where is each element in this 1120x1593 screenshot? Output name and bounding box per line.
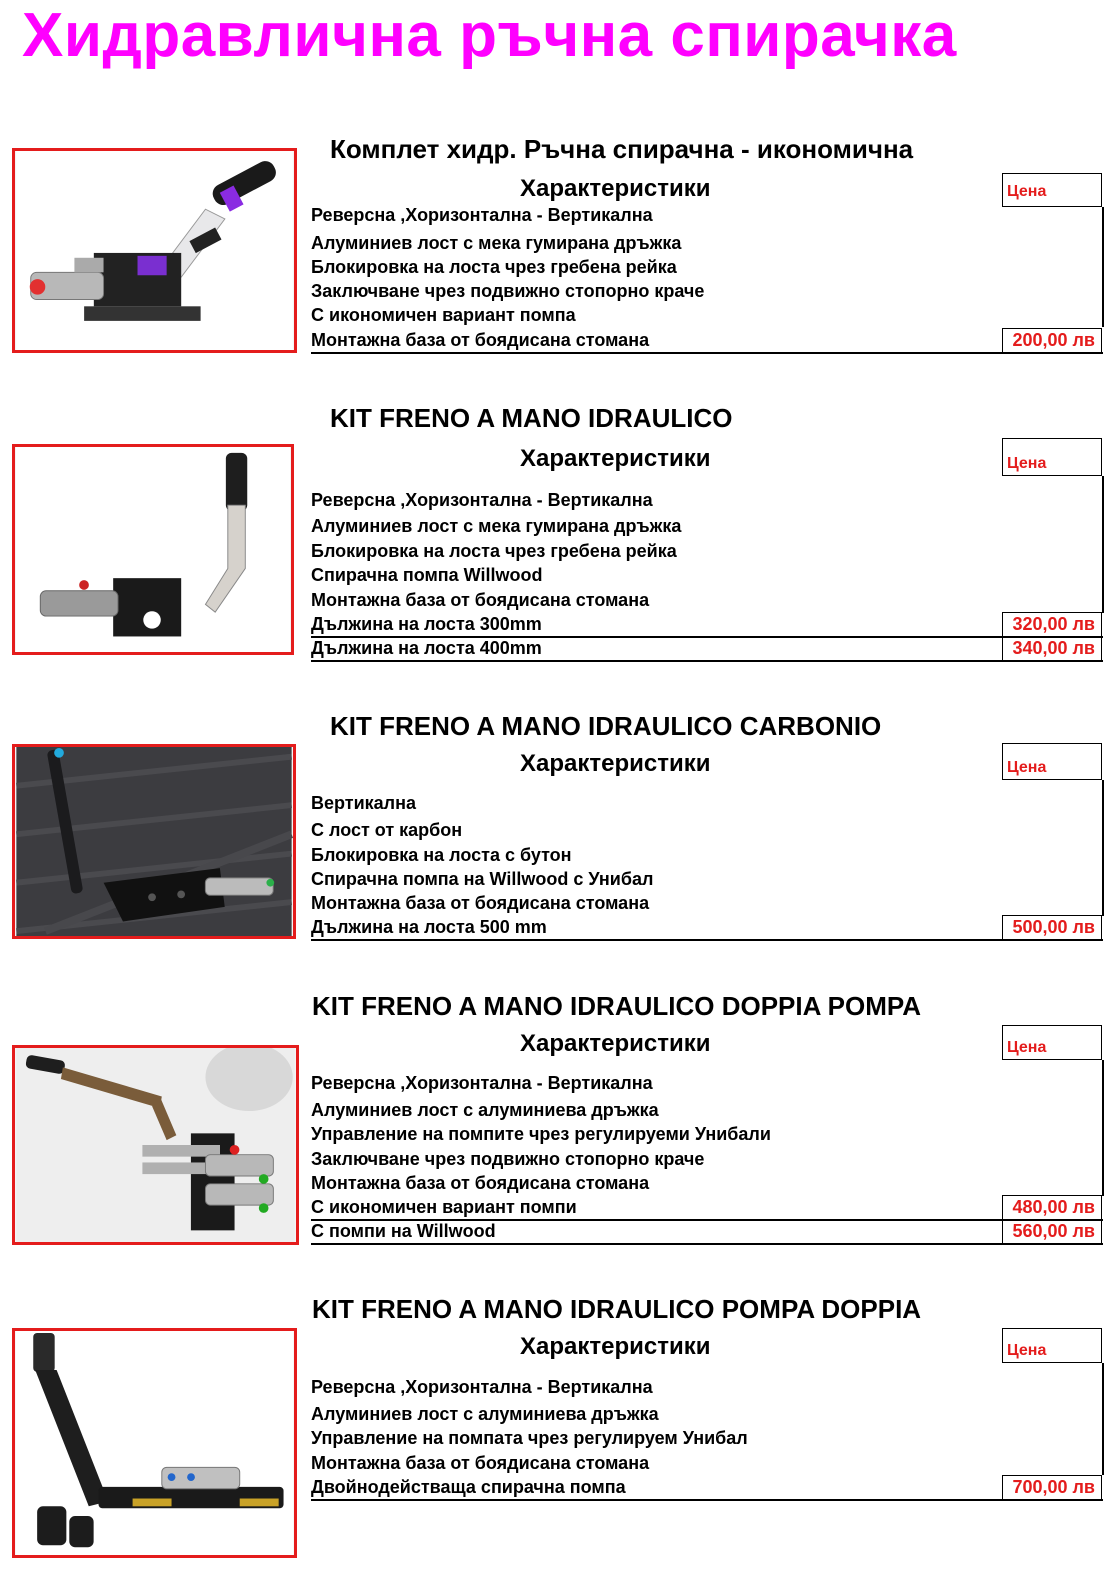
price-value: 200,00 лв <box>1002 328 1102 352</box>
product-photo <box>12 148 297 353</box>
product-title: Комплет хидр. Ръчна спирачна - икономична <box>330 134 914 164</box>
handbrake-image <box>15 747 293 936</box>
feature-item: Спирачна помпа Willwood <box>311 565 543 585</box>
price-row-label: С помпи на Willwood <box>311 1221 496 1241</box>
price-row-label: Двойнодействаща спирачна помпа <box>311 1477 626 1497</box>
feature-item: Заключване чрез подвижно стопорно краче <box>311 1149 705 1169</box>
feature-item: Алуминиев лост с мека гумирана дръжка <box>311 516 682 536</box>
product-photo <box>12 744 296 939</box>
price-header-box <box>1002 1025 1102 1060</box>
price-column-line <box>1102 1060 1104 1196</box>
feature-item: Монтажна база от боядисана стомана <box>311 590 650 610</box>
price-row <box>311 636 1103 662</box>
product-title: KIT FRENO A MANO IDRAULICO POMPA DOPPIA <box>312 1294 922 1324</box>
feature-item: С икономичен вариант помпа <box>311 305 576 325</box>
feature-item: Блокировка на лоста чрез гребена рейка <box>311 257 677 277</box>
price-column-line <box>1102 780 1104 916</box>
feature-item: Управление на помпата чрез регулируем Унибал <box>311 1428 748 1448</box>
feature-item: Монтажна база от боядисана стомана <box>311 1453 650 1473</box>
price-value: 500,00 лв <box>1002 915 1102 939</box>
feature-item: Алуминиев лост с мека гумирана дръжка <box>311 233 682 253</box>
handbrake-image <box>15 151 294 350</box>
feature-item: Реверсна ,Хоризонтална - Вертикална <box>311 1377 653 1397</box>
price-row <box>311 328 1103 354</box>
product-title: KIT FRENO A MANO IDRAULICO CARBONIO <box>330 711 882 741</box>
product-photo <box>12 1045 299 1245</box>
price-column-line <box>1102 476 1104 613</box>
feature-item: С лост от карбон <box>311 820 463 840</box>
price-column-line <box>1102 1363 1104 1475</box>
characteristics-header: Характеристики <box>520 175 711 202</box>
price-row-label: Дължина на лоста 500 mm <box>311 917 547 937</box>
price-row <box>311 1475 1103 1501</box>
feature-item: Блокировка на лоста с бутон <box>311 845 572 865</box>
price-row <box>311 612 1103 638</box>
price-column-line <box>1102 207 1104 327</box>
product-title: KIT FRENO A MANO IDRAULICO DOPPIA POMPA <box>312 991 922 1021</box>
price-label: Цена <box>1007 759 1047 776</box>
price-value: 320,00 лв <box>1002 612 1102 636</box>
handbrake-image <box>15 1331 294 1555</box>
price-row <box>311 1219 1103 1245</box>
price-value: 480,00 лв <box>1002 1195 1102 1219</box>
product-photo <box>12 1328 297 1558</box>
price-header-box <box>1002 438 1102 476</box>
price-header-box <box>1002 743 1102 780</box>
price-value: 340,00 лв <box>1002 636 1102 660</box>
feature-item: Заключване чрез подвижно стопорно краче <box>311 281 705 301</box>
characteristics-header: Характеристики <box>520 750 711 777</box>
feature-item: Алуминиев лост с алуминиева дръжка <box>311 1100 659 1120</box>
product-photo <box>12 444 294 655</box>
price-row-label: Дължина на лоста 400mm <box>311 638 542 658</box>
handbrake-image <box>15 1048 296 1242</box>
price-row-label: Монтажна база от боядисана стомана <box>311 330 650 350</box>
feature-item: Блокировка на лоста чрез гребена рейка <box>311 541 677 561</box>
handbrake-image <box>15 447 291 652</box>
price-label: Цена <box>1007 455 1047 472</box>
price-header-box <box>1002 173 1102 207</box>
feature-item: Монтажна база от боядисана стомана <box>311 893 650 913</box>
feature-item: Спирачна помпа на Willwood с Унибал <box>311 869 654 889</box>
characteristics-header: Характеристики <box>520 1333 711 1360</box>
feature-item: Реверсна ,Хоризонтална - Вертикална <box>311 205 653 225</box>
price-header-box <box>1002 1328 1102 1363</box>
feature-item: Реверсна ,Хоризонтална - Вертикална <box>311 1073 653 1093</box>
feature-item: Алуминиев лост с алуминиева дръжка <box>311 1404 659 1424</box>
price-value: 560,00 лв <box>1002 1219 1102 1243</box>
feature-item: Реверсна ,Хоризонтална - Вертикална <box>311 490 653 510</box>
price-row-label: С икономичен вариант помпи <box>311 1197 577 1217</box>
feature-item: Управление на помпите чрез регулируеми Унибали <box>311 1124 771 1144</box>
characteristics-header: Характеристики <box>520 1030 711 1057</box>
price-value: 700,00 лв <box>1002 1475 1102 1499</box>
price-row-label: Дължина на лоста 300mm <box>311 614 542 634</box>
characteristics-header: Характеристики <box>520 445 711 472</box>
page-title: Хидравлична ръчна спирачка <box>22 1 957 70</box>
price-label: Цена <box>1007 1039 1047 1056</box>
feature-item: Вертикална <box>311 793 416 813</box>
price-row <box>311 915 1103 941</box>
price-label: Цена <box>1007 183 1047 200</box>
price-row <box>311 1195 1103 1221</box>
feature-item: Монтажна база от боядисана стомана <box>311 1173 650 1193</box>
product-title: KIT FRENO A MANO IDRAULICO <box>330 403 733 433</box>
price-label: Цена <box>1007 1342 1047 1359</box>
